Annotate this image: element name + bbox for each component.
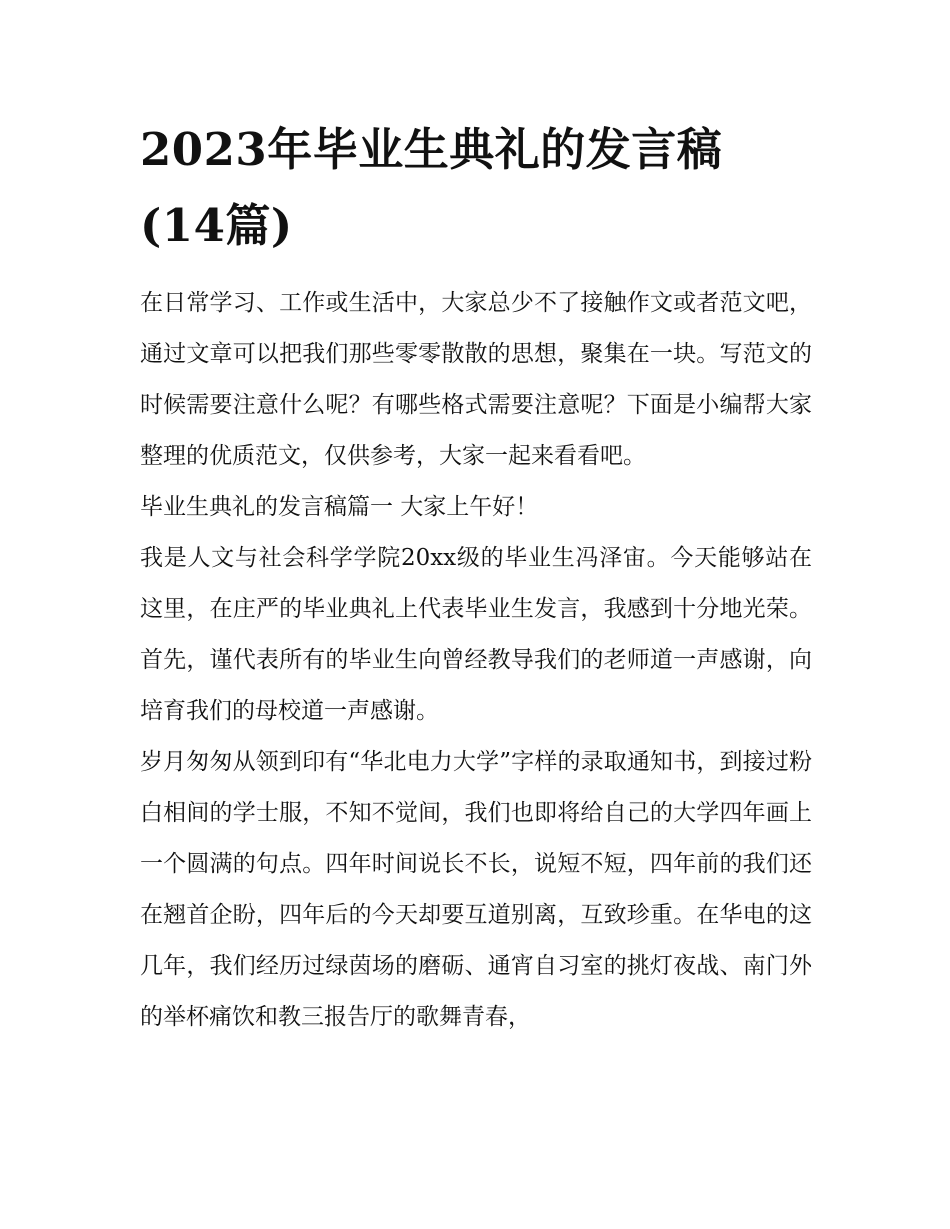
document-title xyxy=(140,112,812,264)
title-line-1: 2023年毕业生典礼的发言稿 xyxy=(140,123,723,176)
section-heading-paragraph: 毕业生典礼的发言稿篇一 大家上午好！ xyxy=(140,494,539,520)
document-page xyxy=(140,112,812,1043)
intro-paragraph: 在日常学习、工作或生活中，大家总少不了接触作文或者范文吧，通过文章可以把我们那些零零散散的思想，聚集在一块。写范文的时候需要注意什么呢？有哪些格式需要注意呢？下面是小编帮大家整理的优质范文，仅供参考，大家一起来看看吧。 xyxy=(140,290,812,469)
title-line-2: (14篇) xyxy=(140,199,293,252)
speech-paragraph-1: 我是人文与社会科学学院20xx级的毕业生冯泽宙。今天能够站在这里，在庄严的毕业典礼上代表毕业生发言，我感到十分地光荣。首先，谨代表所有的毕业生向曾经教导我们的老师道一声感谢，向培育我们的母校道一声感谢。 xyxy=(140,545,812,724)
speech-paragraph-2: 岁月匆匆从领到印有“华北电力大学”字样的录取通知书，到接过粉白相间的学士服，不知不觉间，我们也即将给自己的大学四年画上一个圆满的句点。四年时间说长不长，说短不短，四年前的我们还在翘首企盼，四年后的今天却要互道别离，互致珍重。在华电的这几年，我们经历过绿茵场的磨砺、通宵自习室的挑灯夜战、南门外的举杯痛饮和教三报告厅的歌舞青春， xyxy=(140,749,812,1030)
